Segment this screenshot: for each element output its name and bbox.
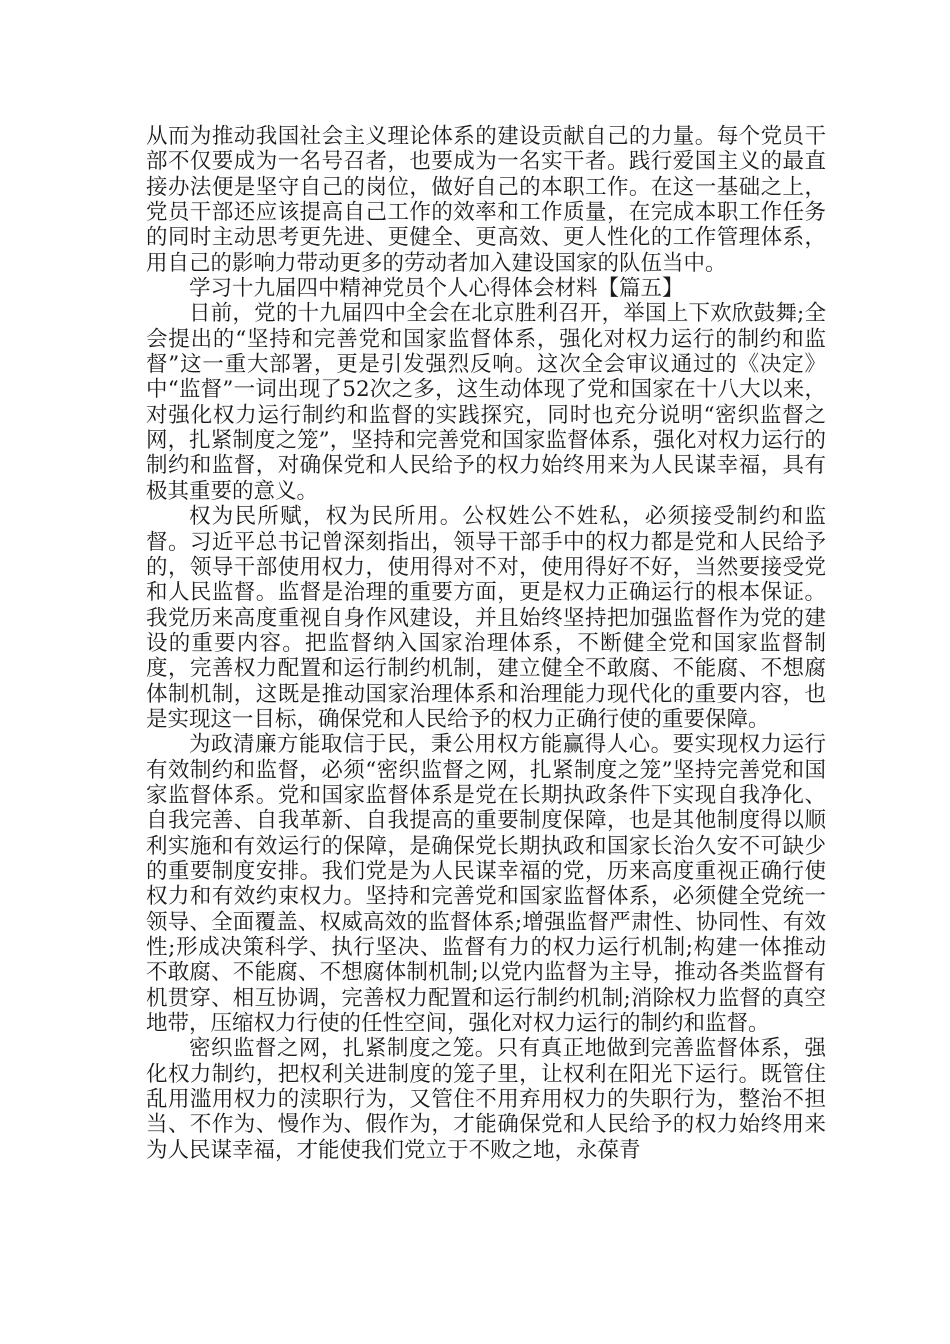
paragraph-supervision-net: 密织监督之网，扎紧制度之笼。只有真正地做到完善监督体系，强化权力制约，把权利关进制度的笼子里，让权利在阳光下运行。既管住乱用滥用权力的渎职行为，又管住不用弃用权力的失职行为，整治不担当、不作为、慢作为、假作为，才能确保党和人民给予的权力始终用来为人民谋幸福，才能使我们党立于不败之地，永葆青 xyxy=(146,1036,826,1163)
document-body xyxy=(146,124,826,1163)
paragraph-power-from-people: 权为民所赋，权为民所用。公权姓公不姓私，必须接受制约和监督。习近平总书记曾深刻指出，领导干部手中的权力都是党和人民给予的，领导干部使用权力，使用得对不对，使用得好不好，当然要接受党和人民监督。监督是治理的重要方面，更是权力正确运行的根本保证。我党历来高度重视自身作风建设，并且始终坚持把加强监督作为党的建设的重要内容。把监督纳入国家治理体系，不断健全党和国家监督制度，完善权力配置和运行制约机制，建立健全不敢腐、不能腐、不想腐体制机制，这既是推动国家治理体系和治理能力现代化的重要内容，也是实现这一目标，确保党和人民给予的权力正确行使的重要保障。 xyxy=(146,504,826,732)
paragraph-plenary-session: 日前，党的十九届四中全会在北京胜利召开，举国上下欢欣鼓舞;全会提出的“坚持和完善党和国家监督体系，强化对权力运行的制约和监督”这一重大部署，更是引发强烈反响。这次全会审议通过的《决定》中“监督”一词出现了52次之多，这生动体现了党和国家在十八大以来，对强化权力运行制约和监督的实践探究，同时也充分说明“密织监督之网，扎紧制度之笼”，坚持和完善党和国家监督体系，强化对权力运行的制约和监督，对确保党和人民给予的权力始终用来为人民谋幸福，具有极其重要的意义。 xyxy=(146,301,826,504)
section-heading: 学习十九届四中精神党员个人心得体会材料【篇五】 xyxy=(189,276,684,302)
paragraph-clean-governance: 为政清廉方能取信于民，秉公用权方能赢得人心。要实现权力运行有效制约和监督，必须“密织监督之网，扎紧制度之笼”坚持完善党和国家监督体系。党和国家监督体系是党在长期执政条件下实现自我净化、自我完善、自我革新、自我提高的重要制度保障，也是其他制度得以顺利实施和有效运行的保障，是确保党长期执政和国家长治久安不可缺少的重要制度安排。我们党是为人民谋幸福的党，历来高度重视正确行使权力和有效约束权力。坚持和完善党和国家监督体系，必须健全党统一领导、全面覆盖、权威高效的监督体系;增强监督严肃性、协同性、有效性;形成决策科学、执行坚决、监督有力的权力运行机制;构建一体推动不敢腐、不能腐、不想腐体制机制;以党内监督为主导，推动各类监督有机贯穿、相互协调，完善权力配置和运行制约机制;消除权力监督的真空地带，压缩权力行使的任性空间，强化对权力运行的制约和监督。 xyxy=(146,732,826,1037)
paragraph-continuation: 从而为推动我国社会主义理论体系的建设贡献自己的力量。每个党员干部不仅要成为一名号召者，也要成为一名实干者。践行爱国主义的最直接办法便是坚守自己的岗位，做好自己的本职工作。在这一基础之上，党员干部还应该提高自己工作的效率和工作质量，在完成本职工作任务的同时主动思考更先进、更健全、更高效、更人性化的工作管理体系，用自己的影响力带动更多的劳动者加入建设国家的队伍当中。 xyxy=(146,124,826,276)
